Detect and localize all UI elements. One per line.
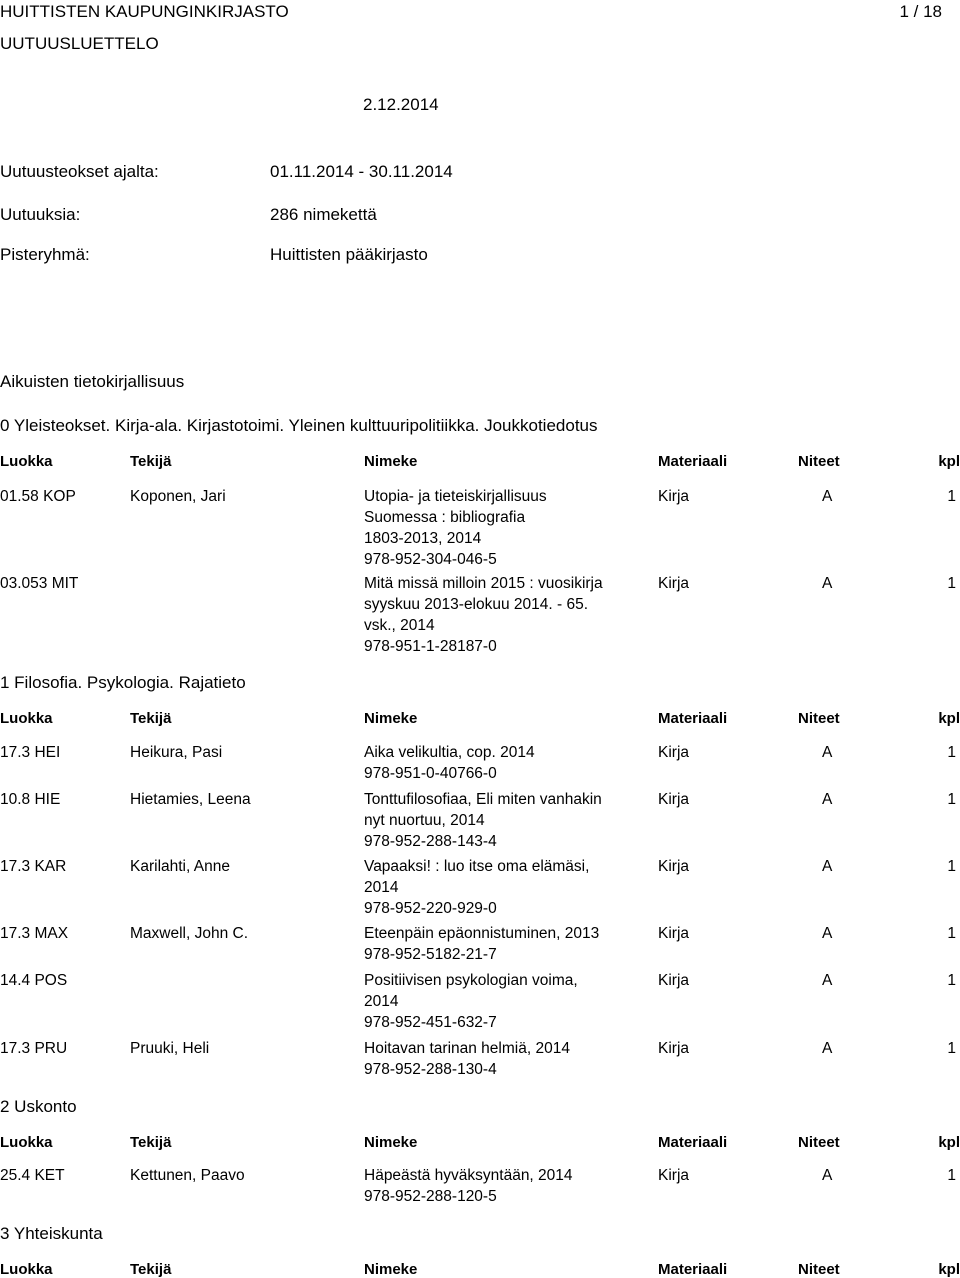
row-kpl: 1 (947, 858, 956, 875)
column-header-luokka: Luokka (0, 453, 53, 470)
row-nimeke-line: Tonttufilosofiaa, Eli miten vanhakin (364, 791, 602, 808)
row-nimeke-line: Suomessa : bibliografia (364, 509, 526, 526)
row-nimeke-line: Eteenpäin epäonnistuminen, 2013 (364, 925, 600, 942)
row-nimeke-line: 1803-2013, 2014 (364, 530, 482, 547)
row-materiaali: Kirja (658, 791, 690, 808)
row-nimeke-line: nyt nuortuu, 2014 (364, 812, 485, 829)
list-title: UUTUUSLUETTELO (0, 34, 159, 53)
row-niteet: A (822, 744, 833, 761)
row-nimeke-line: syyskuu 2013-elokuu 2014. - 65. (364, 596, 589, 613)
category-title: Aikuisten tietokirjallisuus (0, 372, 185, 391)
column-header-niteet: Niteet (798, 453, 840, 470)
column-header-kpl: kpl (938, 1261, 960, 1278)
count-value: 286 nimekettä (270, 205, 377, 224)
row-isbn: 978-951-1-28187-0 (364, 638, 497, 655)
library-name: HUITTISTEN KAUPUNGINKIRJASTO (0, 2, 289, 21)
row-materiaali: Kirja (658, 744, 690, 761)
row-tekija: Pruuki, Heli (130, 1040, 210, 1057)
row-kpl: 1 (947, 575, 956, 592)
row-isbn: 978-952-288-130-4 (364, 1061, 497, 1078)
row-tekija: Karilahti, Anne (130, 858, 230, 875)
row-nimeke-line: 2014 (364, 993, 399, 1010)
column-header-niteet: Niteet (798, 1261, 840, 1278)
column-header-niteet: Niteet (798, 1134, 840, 1151)
row-materiaali: Kirja (658, 925, 690, 942)
row-niteet: A (822, 858, 833, 875)
row-isbn: 978-952-288-120-5 (364, 1188, 497, 1205)
row-isbn: 978-952-5182-21-7 (364, 946, 497, 963)
column-header-tekija: Tekijä (130, 453, 172, 470)
row-luokka: 17.3 MAX (0, 925, 69, 942)
column-header-luokka: Luokka (0, 710, 53, 727)
row-isbn: 978-952-220-929-0 (364, 900, 497, 917)
row-nimeke-line: Hoitavan tarinan helmiä, 2014 (364, 1040, 570, 1057)
row-luokka: 03.053 MIT (0, 575, 79, 592)
row-materiaali: Kirja (658, 488, 690, 505)
page-number: 1 / 18 (899, 2, 942, 21)
row-nimeke-line: Aika velikultia, cop. 2014 (364, 744, 535, 761)
column-header-nimeke: Nimeke (364, 1261, 418, 1278)
column-header-kpl: kpl (938, 710, 960, 727)
period-label: Uutuusteokset ajalta: (0, 162, 159, 181)
row-kpl: 1 (947, 925, 956, 942)
row-niteet: A (822, 1167, 833, 1184)
column-header-nimeke: Nimeke (364, 1134, 418, 1151)
column-header-nimeke: Nimeke (364, 453, 418, 470)
row-luokka: 17.3 KAR (0, 858, 67, 875)
row-nimeke-line: Utopia- ja tieteiskirjallisuus (364, 488, 547, 505)
row-isbn: 978-951-0-40766-0 (364, 765, 497, 782)
row-materiaali: Kirja (658, 972, 690, 989)
row-tekija: Koponen, Jari (130, 488, 226, 505)
column-header-kpl: kpl (938, 453, 960, 470)
column-header-tekija: Tekijä (130, 1261, 172, 1278)
row-materiaali: Kirja (658, 575, 690, 592)
section-title: 1 Filosofia. Psykologia. Rajatieto (0, 673, 246, 692)
group-label: Pisteryhmä: (0, 245, 90, 264)
column-header-materiaali: Materiaali (658, 1134, 728, 1151)
row-luokka: 01.58 KOP (0, 488, 76, 505)
row-tekija: Maxwell, John C. (130, 925, 249, 942)
period-value: 01.11.2014 - 30.11.2014 (270, 162, 453, 181)
report-date: 2.12.2014 (363, 95, 439, 114)
row-tekija: Heikura, Pasi (130, 744, 223, 761)
row-tekija: Hietamies, Leena (130, 791, 251, 808)
column-header-materiaali: Materiaali (658, 1261, 728, 1278)
row-niteet: A (822, 925, 833, 942)
row-nimeke-line: Vapaaksi! : luo itse oma elämäsi, (364, 858, 590, 875)
column-header-tekija: Tekijä (130, 710, 172, 727)
row-isbn: 978-952-451-632-7 (364, 1014, 497, 1031)
column-header-materiaali: Materiaali (658, 710, 728, 727)
column-header-luokka: Luokka (0, 1261, 53, 1278)
row-materiaali: Kirja (658, 1167, 690, 1184)
row-niteet: A (822, 1040, 833, 1057)
row-tekija: Kettunen, Paavo (130, 1167, 245, 1184)
row-kpl: 1 (947, 791, 956, 808)
row-luokka: 14.4 POS (0, 972, 68, 989)
row-isbn: 978-952-288-143-4 (364, 833, 497, 850)
row-luokka: 17.3 HEI (0, 744, 61, 761)
row-luokka: 17.3 PRU (0, 1040, 68, 1057)
row-niteet: A (822, 488, 833, 505)
column-header-luokka: Luokka (0, 1134, 53, 1151)
row-niteet: A (822, 791, 833, 808)
row-luokka: 25.4 KET (0, 1167, 65, 1184)
row-niteet: A (822, 972, 833, 989)
row-kpl: 1 (947, 972, 956, 989)
count-label: Uutuuksia: (0, 205, 81, 224)
row-nimeke-line: 2014 (364, 879, 399, 896)
column-header-tekija: Tekijä (130, 1134, 172, 1151)
row-luokka: 10.8 HIE (0, 791, 61, 808)
row-nimeke-line: Positiivisen psykologian voima, (364, 972, 578, 989)
row-kpl: 1 (947, 1167, 956, 1184)
section-title: 2 Uskonto (0, 1097, 77, 1116)
column-header-nimeke: Nimeke (364, 710, 418, 727)
row-nimeke-line: Häpeästä hyväksyntään, 2014 (364, 1167, 573, 1184)
row-materiaali: Kirja (658, 1040, 690, 1057)
row-kpl: 1 (947, 1040, 956, 1057)
row-kpl: 1 (947, 744, 956, 761)
section-title: 0 Yleisteokset. Kirja-ala. Kirjastotoimi. Yleinen kulttuuripolitiikka. Joukkotiedotus (0, 416, 598, 435)
column-header-niteet: Niteet (798, 710, 840, 727)
row-isbn: 978-952-304-046-5 (364, 551, 497, 568)
row-niteet: A (822, 575, 833, 592)
row-kpl: 1 (947, 488, 956, 505)
column-header-kpl: kpl (938, 1134, 960, 1151)
column-header-materiaali: Materiaali (658, 453, 728, 470)
row-materiaali: Kirja (658, 858, 690, 875)
row-nimeke-line: vsk., 2014 (364, 617, 435, 634)
section-title: 3 Yhteiskunta (0, 1224, 103, 1243)
row-nimeke-line: Mitä missä milloin 2015 : vuosikirja (364, 575, 603, 592)
group-value: Huittisten pääkirjasto (270, 245, 428, 264)
